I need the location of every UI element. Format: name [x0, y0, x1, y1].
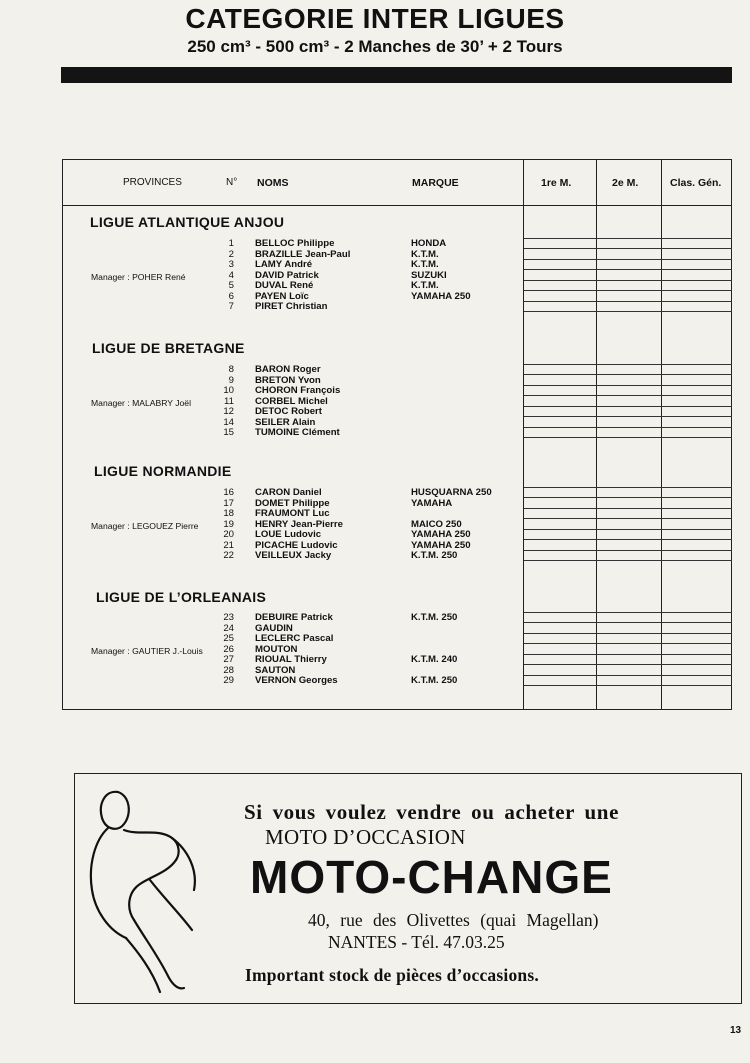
- rider-number: 10: [223, 385, 234, 396]
- rider-name: GAUDIN: [255, 622, 293, 634]
- table-row: [0, 239, 520, 250]
- col-header-number: N°: [226, 177, 238, 188]
- col-header-overall: Clas. Gén.: [670, 177, 722, 189]
- result-row-line: [524, 385, 732, 386]
- rider-make: HONDA: [411, 238, 447, 249]
- result-row-line: [524, 427, 732, 428]
- rider-name: BARON Roger: [255, 364, 321, 375]
- rider-name: PAYEN Loïc: [255, 290, 309, 302]
- ad-tagline: Important stock de pièces d’occasions.: [245, 965, 539, 985]
- table-row: [0, 281, 520, 292]
- column-divider: [661, 160, 662, 709]
- result-row-line: [524, 664, 732, 665]
- result-row-line: [524, 238, 732, 239]
- rider-number: 9: [228, 374, 234, 386]
- table-row: [0, 488, 520, 499]
- rider-name: BRETON Yvon: [255, 374, 321, 386]
- rider-make: K.T.M. 240: [411, 654, 458, 665]
- header-divider: [63, 205, 731, 206]
- rider-make: SUZUKI: [411, 269, 447, 281]
- motorcyclist-icon: [80, 780, 210, 1000]
- column-divider: [596, 160, 597, 709]
- league-title: LIGUE ATLANTIQUE ANJOU: [90, 214, 285, 230]
- result-row-line: [524, 560, 732, 561]
- result-row-line: [524, 248, 732, 249]
- table-row: [0, 655, 520, 666]
- result-row-line: [524, 612, 732, 613]
- result-row-line: [524, 364, 732, 365]
- table-row: [0, 365, 520, 376]
- rider-name: MOUTON: [255, 643, 298, 655]
- table-row: [0, 634, 520, 645]
- table-row: [0, 676, 520, 687]
- rider-make: HUSQUARNA 250: [411, 487, 492, 498]
- rider-make: YAMAHA 250: [411, 290, 471, 302]
- rider-number: 17: [223, 497, 234, 509]
- rider-name: DOMET Philippe: [255, 497, 330, 509]
- rider-name: CORBEL Michel: [255, 395, 328, 407]
- result-row-line: [524, 622, 732, 623]
- result-row-line: [524, 437, 732, 438]
- table-row: [0, 530, 520, 541]
- rider-number: 4: [228, 269, 234, 281]
- rider-number: 25: [223, 633, 234, 644]
- rider-number: 1: [228, 238, 234, 249]
- rider-name: PIRET Christian: [255, 301, 328, 312]
- table-row: [0, 407, 520, 418]
- rider-number: 15: [223, 427, 234, 438]
- rider-number: 8: [228, 364, 234, 375]
- table-row: [0, 386, 520, 397]
- rider-number: 16: [223, 487, 234, 498]
- result-row-line: [524, 508, 732, 509]
- page-title: CATEGORIE INTER LIGUES: [185, 3, 565, 34]
- column-divider: [523, 160, 524, 709]
- ad-subheadline: MOTO D’OCCASION: [265, 825, 466, 849]
- rider-number: 12: [223, 406, 234, 417]
- rider-number: 20: [223, 529, 234, 540]
- rider-name: CHORON François: [255, 385, 341, 396]
- rider-name: BELLOC Philippe: [255, 238, 335, 249]
- rider-number: 21: [223, 539, 234, 551]
- col-header-names: NOMS: [257, 177, 289, 189]
- rider-name: SEILER Alain: [255, 416, 316, 428]
- rider-number: 23: [223, 612, 234, 623]
- result-row-line: [524, 311, 732, 312]
- ad-address: 40, rue des Olivettes (quai Magellan): [308, 910, 599, 930]
- rider-name: SAUTON: [255, 664, 296, 676]
- rider-name: FRAUMONT Luc: [255, 508, 330, 519]
- rider-name: BRAZILLE Jean-Paul: [255, 248, 351, 260]
- rider-number: 19: [223, 518, 234, 530]
- league-title: LIGUE DE BRETAGNE: [92, 340, 245, 356]
- rider-name: HENRY Jean-Pierre: [255, 518, 343, 530]
- rider-name: DAVID Patrick: [255, 269, 319, 281]
- table-row: [0, 551, 520, 562]
- result-row-line: [524, 395, 732, 396]
- table-row: [0, 428, 520, 439]
- result-row-line: [524, 550, 732, 551]
- league-title: LIGUE NORMANDIE: [94, 463, 232, 479]
- league-manager: Manager : LEGOUEZ Pierre: [91, 521, 199, 531]
- rider-name: DEBUIRE Patrick: [255, 612, 333, 623]
- rider-name: LOUE Ludovic: [255, 529, 322, 540]
- page-number: 13: [730, 1025, 742, 1036]
- rider-make: K.T.M.: [411, 280, 439, 291]
- col-header-race2: 2e M.: [612, 177, 639, 189]
- table-row: [0, 302, 520, 313]
- rider-name: TUMOINE Clément: [255, 427, 340, 438]
- title-rule: [61, 67, 732, 83]
- result-row-line: [524, 406, 732, 407]
- table-row: [0, 509, 520, 520]
- rider-name: VEILLEUX Jacky: [255, 550, 332, 561]
- rider-name: LECLERC Pascal: [255, 633, 334, 644]
- rider-name: VERNON Georges: [255, 675, 338, 686]
- rider-number: 22: [223, 550, 234, 561]
- rider-make: K.T.M.: [411, 259, 439, 270]
- result-row-line: [524, 269, 732, 270]
- rider-make: K.T.M. 250: [411, 675, 458, 686]
- result-row-line: [524, 259, 732, 260]
- league-manager: Manager : POHER René: [91, 272, 186, 282]
- league-manager: Manager : MALABRY Joël: [91, 398, 191, 408]
- result-row-line: [524, 280, 732, 281]
- result-row-line: [524, 685, 732, 686]
- rider-name: RIOUAL Thierry: [255, 654, 327, 665]
- league-title: LIGUE DE L’ORLEANAIS: [96, 589, 267, 605]
- result-row-line: [524, 416, 732, 417]
- league-manager: Manager : GAUTIER J.-Louis: [91, 646, 203, 656]
- rider-number: 14: [223, 416, 234, 428]
- result-row-line: [524, 633, 732, 634]
- result-row-line: [524, 643, 732, 644]
- rider-number: 5: [228, 280, 234, 291]
- result-row-line: [524, 301, 732, 302]
- col-header-make: MARQUE: [412, 177, 459, 189]
- table-row: [0, 613, 520, 624]
- result-row-line: [524, 497, 732, 498]
- rider-make: K.T.M. 250: [411, 612, 458, 623]
- rider-number: 7: [228, 301, 234, 312]
- rider-number: 28: [223, 664, 234, 676]
- rider-number: 2: [228, 248, 234, 260]
- col-header-provinces: PROVINCES: [123, 177, 182, 188]
- rider-number: 24: [223, 622, 234, 634]
- rider-number: 11: [224, 395, 234, 407]
- rider-name: LAMY André: [255, 259, 313, 270]
- rider-number: 3: [228, 259, 234, 270]
- rider-make: MAICO 250: [411, 518, 462, 530]
- table-row: [0, 260, 520, 271]
- result-row-line: [524, 290, 732, 291]
- rider-name: CARON Daniel: [255, 487, 322, 498]
- rider-make: YAMAHA 250: [411, 539, 471, 551]
- rider-make: YAMAHA: [411, 497, 453, 509]
- result-row-line: [524, 518, 732, 519]
- result-row-line: [524, 675, 732, 676]
- result-row-line: [524, 487, 732, 488]
- col-header-race1: 1re M.: [541, 177, 572, 189]
- result-row-line: [524, 654, 732, 655]
- ad-headline: Si vous voulez vendre ou acheter une: [244, 800, 619, 824]
- rider-make: YAMAHA 250: [411, 529, 471, 540]
- rider-name: DUVAL René: [255, 280, 314, 291]
- ad-city-phone: NANTES - Tél. 47.03.25: [328, 932, 505, 952]
- rider-number: 27: [223, 654, 234, 665]
- result-row-line: [524, 539, 732, 540]
- rider-name: DETOC Robert: [255, 406, 322, 417]
- rider-number: 29: [223, 675, 234, 686]
- rider-name: PICACHE Ludovic: [255, 539, 338, 551]
- rider-make: K.T.M.: [411, 248, 439, 260]
- page-subtitle: 250 cm³ - 500 cm³ - 2 Manches de 30’ + 2 Tours: [187, 37, 563, 56]
- rider-number: 18: [223, 508, 234, 519]
- result-row-line: [524, 374, 732, 375]
- result-row-line: [524, 529, 732, 530]
- rider-number: 26: [223, 643, 234, 655]
- ad-brand: MOTO-CHANGE: [250, 851, 613, 903]
- rider-number: 6: [228, 290, 234, 302]
- rider-make: K.T.M. 250: [411, 550, 458, 561]
